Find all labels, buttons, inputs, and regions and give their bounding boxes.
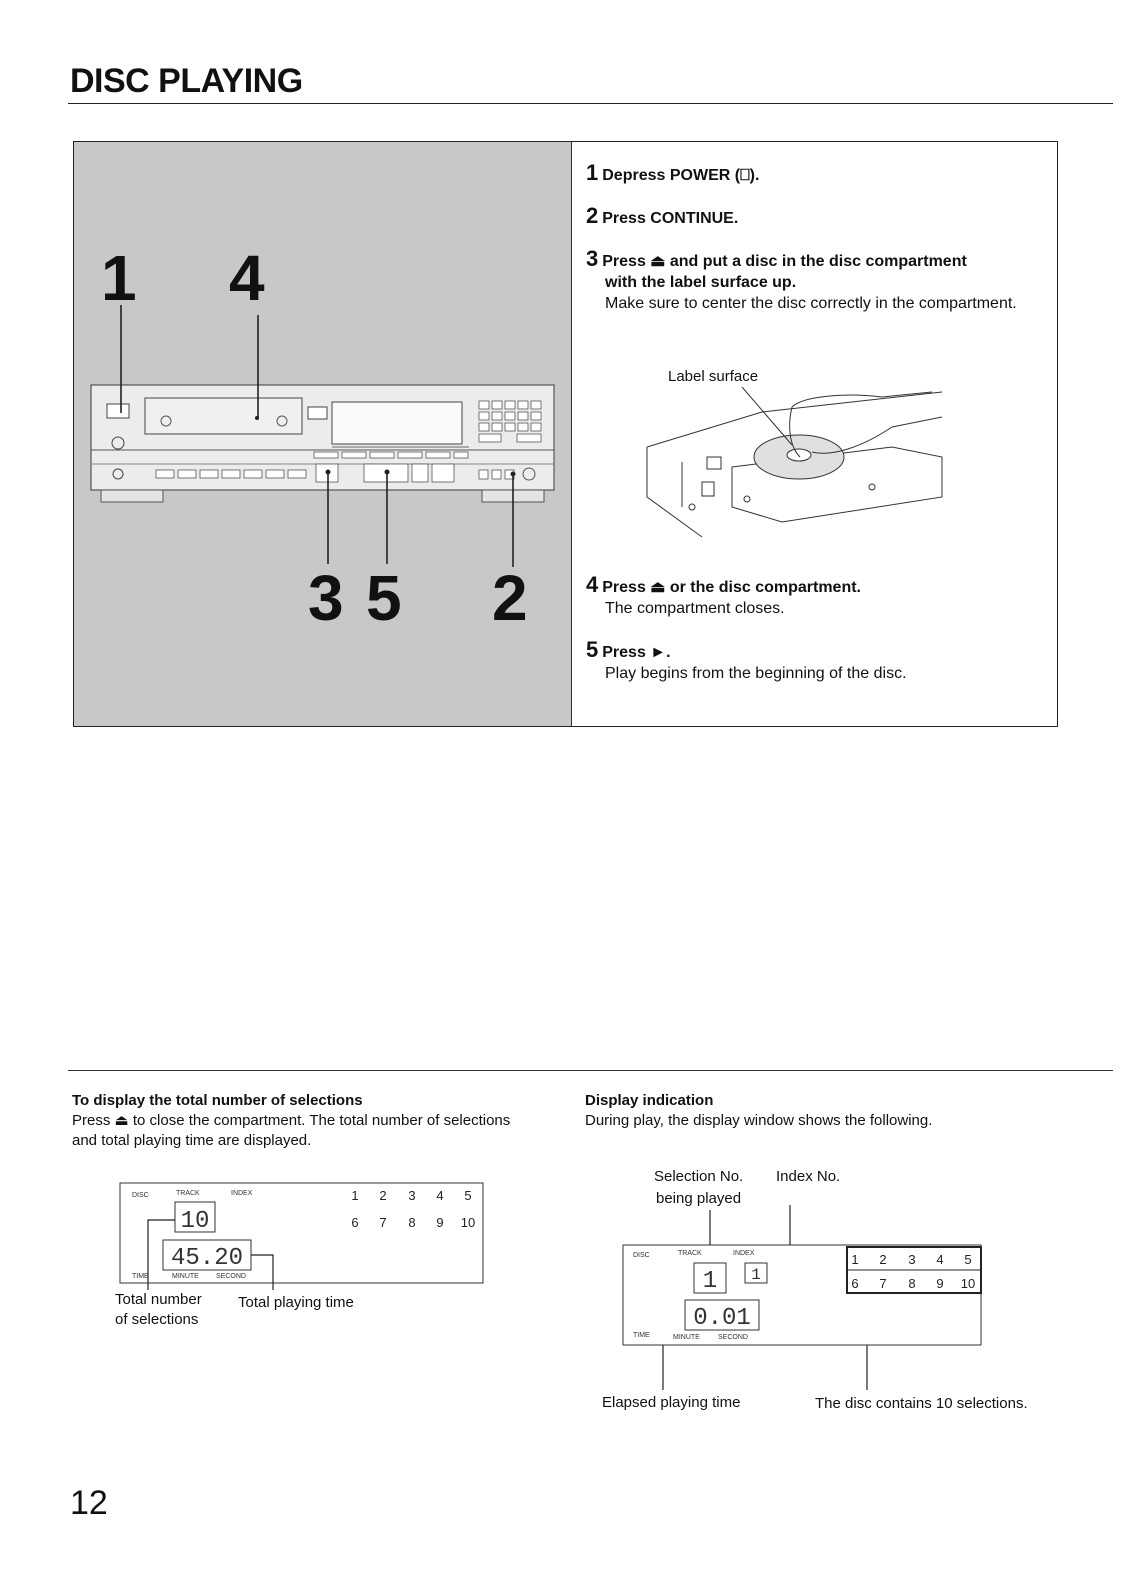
index-value: 1	[751, 1266, 761, 1284]
callout-4: 4	[229, 242, 265, 314]
selection-label-1: Selection No.	[654, 1168, 744, 1185]
second-label: SECOND	[216, 1273, 246, 1280]
title-divider	[68, 103, 1113, 104]
index-no-label: Index No.	[776, 1168, 841, 1185]
page-number: 12	[70, 1484, 108, 1522]
disc-contains-label: The disc contains 10 selections.	[815, 1395, 1028, 1412]
grid-5: 5	[964, 1252, 972, 1267]
page-title: DISC PLAYING	[70, 62, 303, 100]
grid-3: 3	[908, 1252, 916, 1267]
grid-2: 2	[379, 1188, 387, 1203]
step-number: 2	[586, 203, 599, 228]
callout-1: 1	[101, 242, 137, 314]
step-number: 3	[586, 246, 599, 271]
step-text: Press CONTINUE.	[602, 210, 739, 227]
step-3	[586, 248, 1027, 314]
grid-9: 9	[936, 1276, 944, 1291]
callout-2: 2	[492, 562, 528, 634]
total-number-label-1: Total number	[115, 1291, 202, 1308]
step-text: Press ⏏ and put a disc in the disc compartment	[602, 253, 967, 270]
step-note: The compartment closes.	[605, 600, 785, 617]
grid-4: 4	[936, 1252, 944, 1267]
disc-label: DISC	[132, 1192, 149, 1199]
grid-5: 5	[464, 1188, 472, 1203]
callout-5: 5	[366, 562, 402, 634]
track-label: TRACK	[176, 1190, 200, 1197]
grid-3: 3	[408, 1188, 416, 1203]
second-label: SECOND	[718, 1334, 748, 1341]
step-text: Depress POWER (⎕).	[602, 167, 760, 184]
time-value: 0.01	[693, 1305, 751, 1332]
total-selections-display	[110, 1180, 490, 1290]
grid-10: 10	[460, 1215, 476, 1230]
track-value: 10	[180, 1208, 210, 1235]
steps-panel	[572, 142, 1057, 726]
instruction-panel	[73, 141, 1058, 727]
grid-2: 2	[879, 1252, 887, 1267]
disc-label: DISC	[633, 1252, 650, 1259]
step-1	[586, 162, 1027, 186]
index-label: INDEX	[231, 1190, 253, 1197]
track-value: 1	[702, 1268, 718, 1295]
grid-7: 7	[379, 1215, 387, 1230]
grid-4: 4	[436, 1188, 444, 1203]
grid-1: 1	[351, 1188, 359, 1203]
grid-8: 8	[908, 1276, 916, 1291]
cd-player-photo	[74, 142, 572, 726]
elapsed-time-label: Elapsed playing time	[602, 1394, 741, 1411]
grid-10: 10	[960, 1276, 976, 1291]
grid-6: 6	[851, 1276, 859, 1291]
cd-player-illustration	[74, 142, 571, 728]
display-indication-text: During play, the display window shows the following.	[585, 1112, 933, 1129]
step-5	[586, 639, 1027, 684]
step-2	[586, 205, 1027, 229]
step-note: Make sure to center the disc correctly in the compartment.	[605, 295, 1017, 312]
step-number: 5	[586, 637, 599, 662]
grid-7: 7	[879, 1276, 887, 1291]
total-selections-text-1: Press ⏏ to close the compartment. The total number of selections	[72, 1112, 511, 1129]
grid-8: 8	[408, 1215, 416, 1230]
total-number-label-2: of selections	[115, 1311, 199, 1328]
step-4	[586, 574, 1027, 619]
step-number: 1	[586, 160, 599, 185]
display-indication-heading: Display indication	[585, 1092, 714, 1109]
minute-label: MINUTE	[673, 1334, 700, 1341]
total-selections-heading: To display the total number of selections	[72, 1092, 363, 1109]
disc-loading-illustration	[642, 387, 952, 542]
label-surface-caption: Label surface	[668, 368, 759, 385]
callout-3: 3	[308, 562, 344, 634]
step-text-cont: with the label surface up.	[605, 274, 797, 291]
time-value: 45.20	[170, 1245, 244, 1272]
step-note: Play begins from the beginning of the disc.	[605, 665, 907, 682]
index-label: INDEX	[733, 1250, 755, 1257]
minute-label: MINUTE	[172, 1273, 199, 1280]
total-selections-text-2: and total playing time are displayed.	[72, 1132, 312, 1149]
track-label: TRACK	[678, 1250, 702, 1257]
step-text: Press ►.	[602, 644, 671, 661]
grid-6: 6	[351, 1215, 359, 1230]
time-label: TIME	[633, 1332, 650, 1339]
play-display	[615, 1205, 995, 1395]
grid-9: 9	[436, 1215, 444, 1230]
selection-label-2: being played	[656, 1190, 742, 1207]
time-label: TIME	[132, 1273, 149, 1280]
step-number: 4	[586, 572, 599, 597]
grid-1: 1	[851, 1252, 859, 1267]
section-divider	[68, 1070, 1113, 1071]
step-text: Press ⏏ or the disc compartment.	[602, 579, 861, 596]
total-time-label: Total playing time	[238, 1294, 354, 1311]
